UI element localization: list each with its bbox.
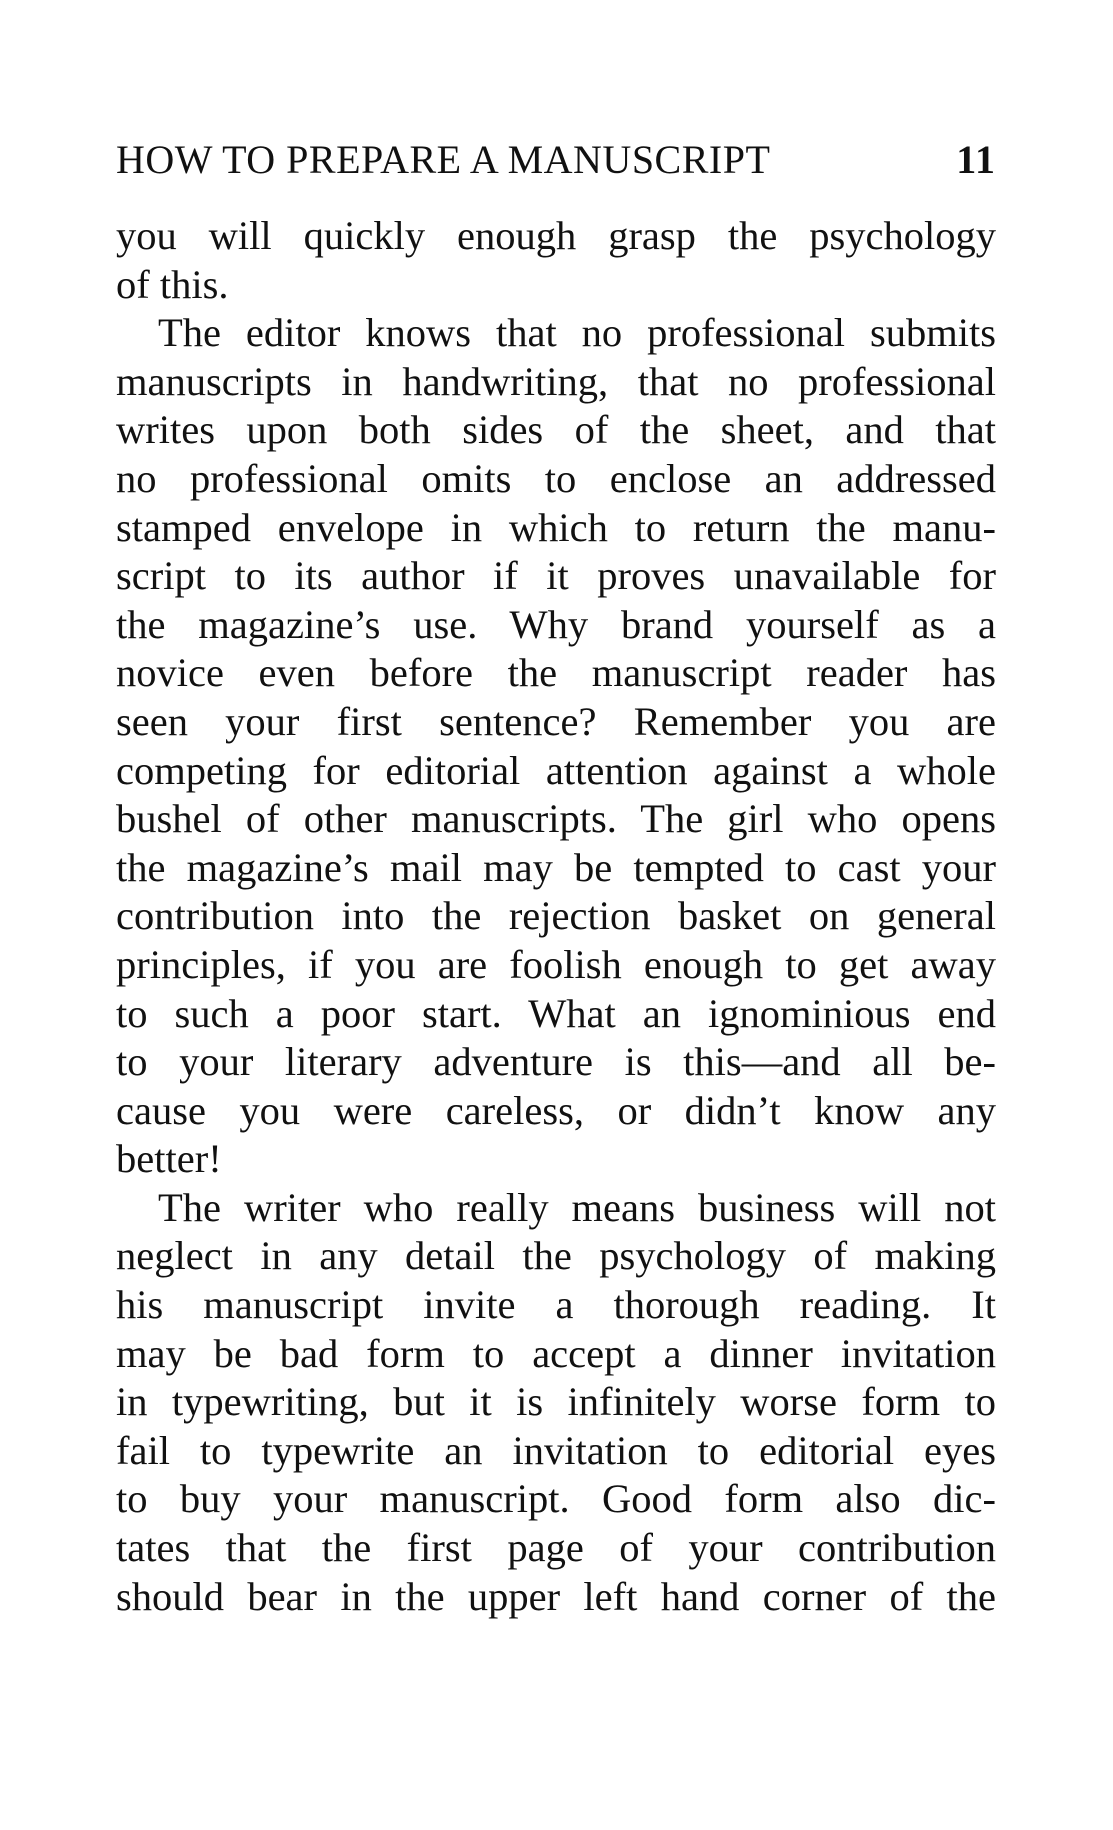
text-line: stamped envelope in which to return the manu-: [116, 504, 996, 550]
body-text: [116, 212, 996, 1621]
text-line: contribution into the rejection basket on general: [116, 893, 996, 939]
text-line: in typewriting, but it is infinitely worse form to: [116, 1379, 996, 1425]
text-line: the magazine’s use. Why brand yourself as a: [116, 601, 996, 647]
text-line: seen your first sentence? Remember you are: [116, 698, 996, 744]
text-line: competing for editorial attention against a whole: [116, 747, 996, 793]
text-line: to your literary adventure is this—and all be-: [116, 1039, 996, 1085]
text-line: should bear in the upper left hand corner of the: [116, 1573, 996, 1619]
text-line: no professional omits to enclose an addressed: [116, 455, 996, 501]
text-line: principles, if you are foolish enough to get away: [116, 941, 996, 987]
text-line: bushel of other manuscripts. The girl who opens: [116, 796, 996, 842]
text-line: neglect in any detail the psychology of making: [116, 1233, 996, 1279]
text-line: tates that the first page of your contribution: [116, 1525, 996, 1571]
text-line: The writer who really means business will not: [158, 1184, 996, 1230]
text-line: to such a poor start. What an ignominious end: [116, 990, 996, 1036]
text-line: his manuscript invite a thorough reading. It: [116, 1282, 996, 1328]
book-page: [116, 136, 996, 1621]
text-line: better!: [116, 1136, 222, 1182]
running-head-title: HOW TO PREPARE A MANUSCRIPT: [116, 137, 771, 182]
text-line: of this.: [116, 261, 229, 307]
text-line: script to its author if it proves unavailable for: [116, 553, 996, 599]
text-line: the magazine’s mail may be tempted to cast your: [116, 844, 996, 890]
running-head: [116, 136, 996, 184]
text-line: may be bad form to accept a dinner invitation: [116, 1330, 996, 1376]
text-line: you will quickly enough grasp the psychology: [116, 213, 996, 258]
text-line: manuscripts in handwriting, that no professional: [116, 358, 996, 404]
text-line: cause you were careless, or didn’t know any: [116, 1087, 996, 1133]
page-number: 11: [956, 137, 996, 182]
text-line: to buy your manuscript. Good form also dic-: [116, 1476, 996, 1522]
text-line: novice even before the manuscript reader has: [116, 650, 996, 696]
text-line: writes upon both sides of the sheet, and that: [116, 407, 996, 453]
text-line: The editor knows that no professional submits: [158, 310, 996, 356]
text-line: fail to typewrite an invitation to editorial eyes: [116, 1427, 996, 1473]
